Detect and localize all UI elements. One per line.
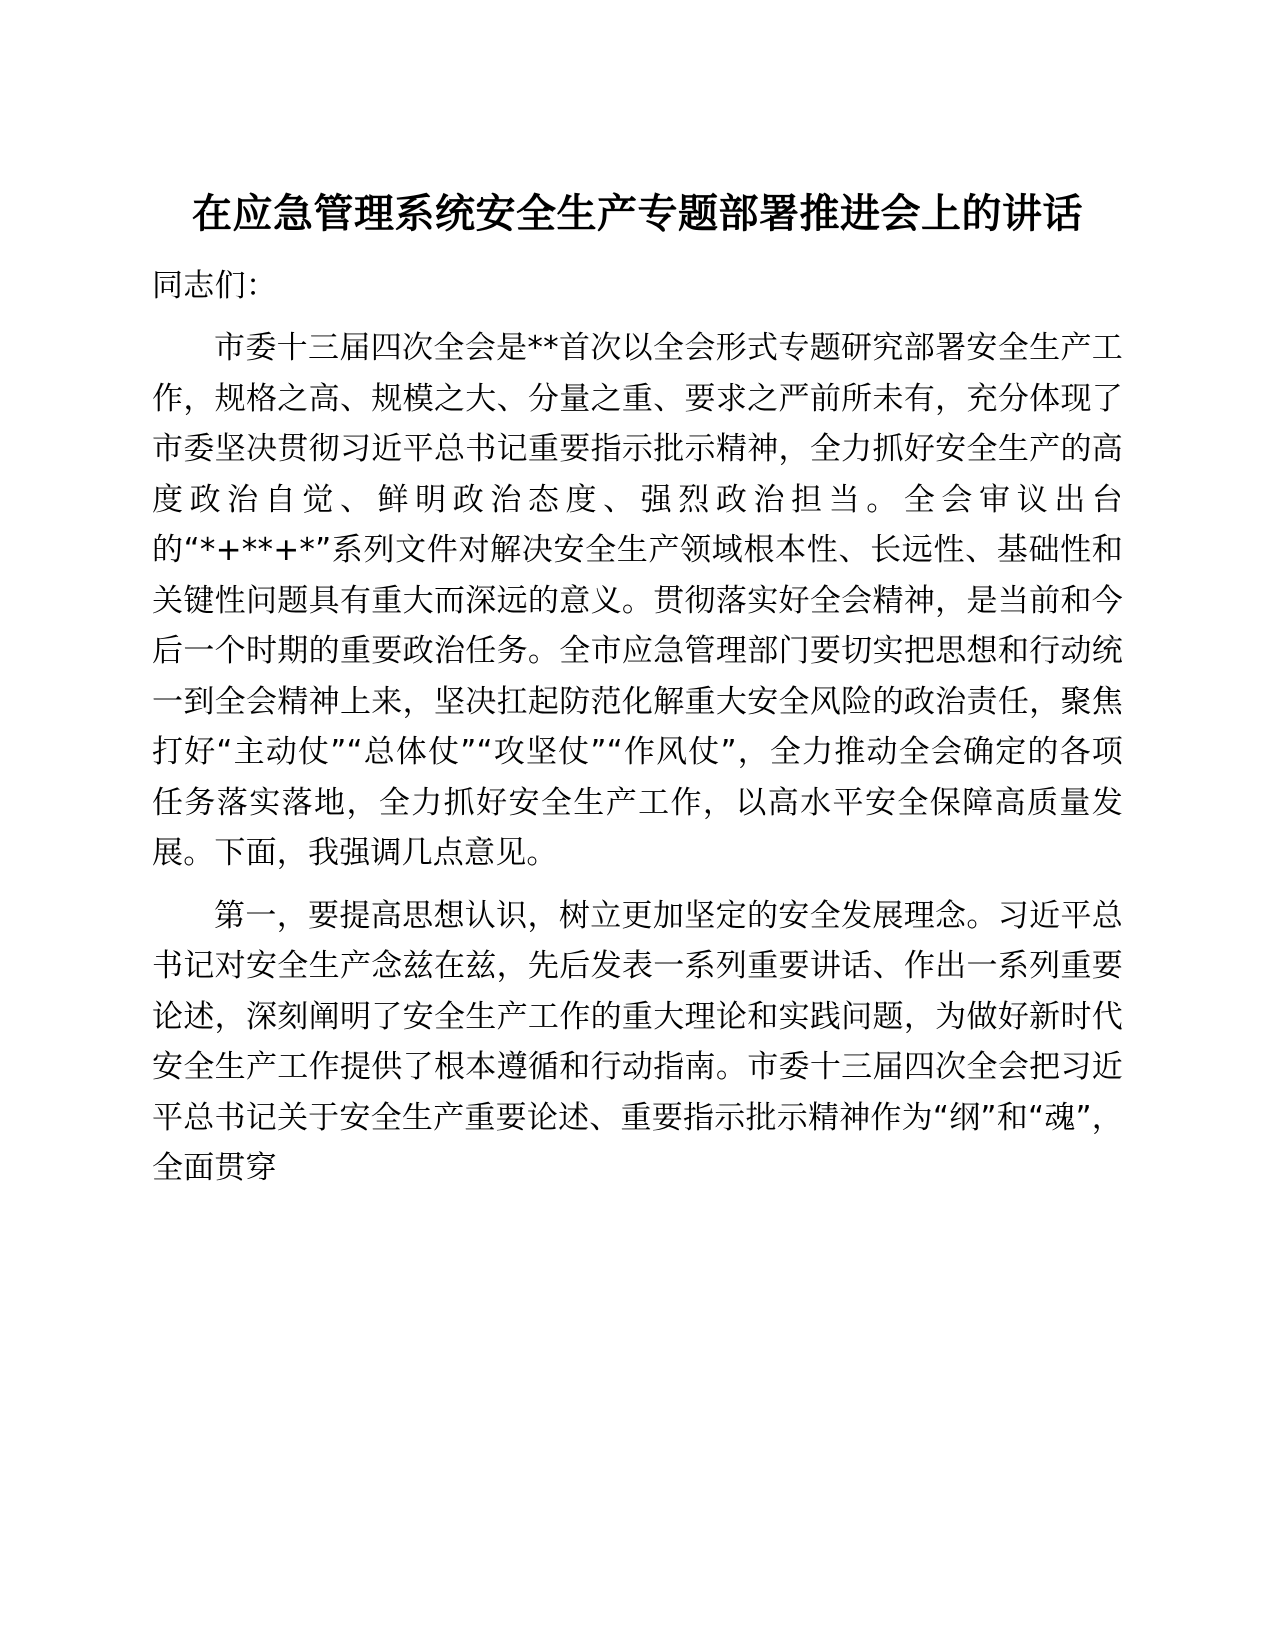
salutation: 同志们： (152, 267, 278, 304)
page-title: 在应急管理系统安全生产专题部署推进会上的讲话 (192, 191, 1083, 237)
body-paragraph-1: 市委十三届四次全会是**首次以全会形式专题研究部署安全生产工作，规格之高、规模之大、分量之重、要求之严前所未有，充分体现了市委坚决贯彻习近平总书记重要指示批示精神，全力抓好安全生产的高度政治自觉、鲜明政治态度、强烈政治担当。全会审议出台的“*+**+*”系列文件对解决安全生产领域根本性、长远性、基础性和关键性问题具有重大而深远的意义。贯彻落实好全会精神，是当前和今后一个时期的重要政治任务。全市应急管理部门要切实把思想和行动统一到全会精神上来，坚决扛起防范化解重大安全风险的政治责任，聚焦打好“主动仗”“总体仗”“攻坚仗”“作风仗”，全力推动全会确定的各项任务落实落地，全力抓好安全生产工作，以高水平安全保障高质量发展。下面，我强调几点意见。 (152, 330, 1123, 872)
body-paragraph-2: 第一，要提高思想认识，树立更加坚定的安全发展理念。习近平总书记对安全生产念兹在兹，先后发表一系列重要讲话、作出一系列重要论述，深刻阐明了安全生产工作的重大理论和实践问题，为做好新时代安全生产工作提供了根本遵循和行动指南。市委十三届四次全会把习近平总书记关于安全生产重要论述、重要指示批示精神作为“纲”和“魂”，全面贯穿 (152, 897, 1123, 1187)
